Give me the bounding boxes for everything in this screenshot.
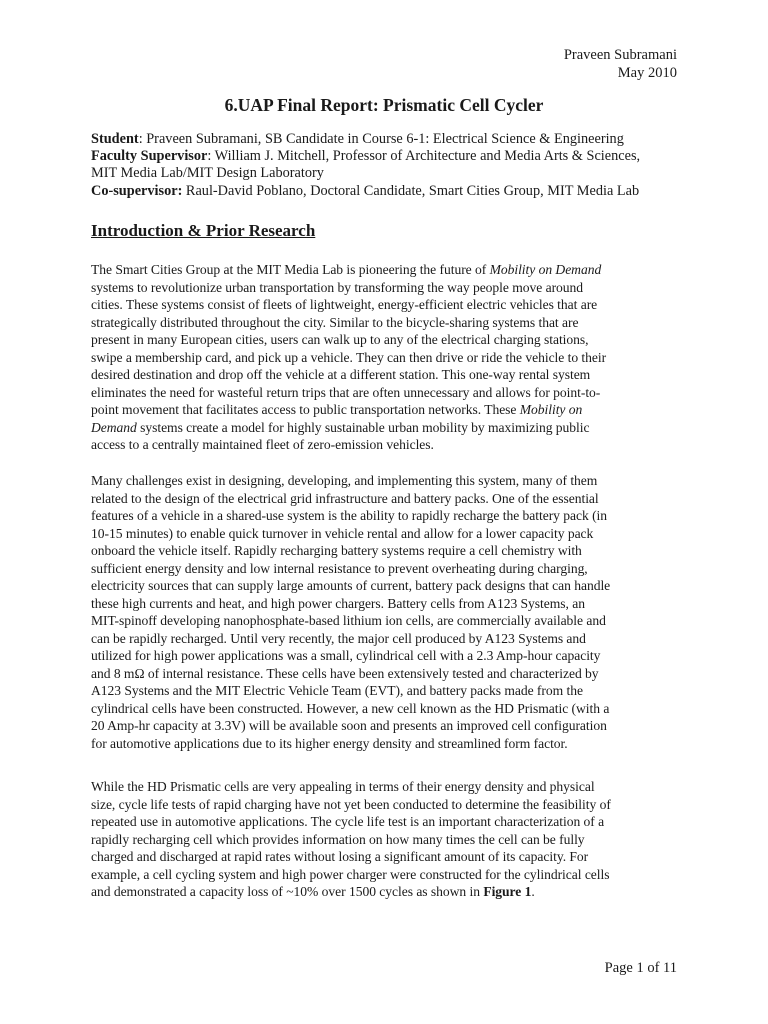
cosupervisor-label: Co-supervisor: — [91, 182, 183, 199]
emphasis-text: Mobility on — [519, 402, 583, 417]
text-line: repeated use in automotive applications. The cycle life test is an important characterization of a — [91, 814, 605, 829]
text-line — [91, 883, 675, 901]
faculty-label: Faculty Supervisor — [91, 148, 208, 165]
text-line: 20 Amp-hr capacity at 3.3V) will be available soon and presents an improved cell configuration — [91, 718, 607, 733]
student-line — [91, 131, 691, 148]
author-block — [564, 46, 677, 82]
text-line: 10-15 minutes) to enable quick turnover in vehicle rental and allow for a lower capacity pack — [91, 525, 594, 541]
text-line: these high currents and heat, and high power chargers. Battery cells from A123 Systems, an — [91, 595, 585, 611]
emphasis-text: Demand — [91, 419, 137, 435]
report-meta — [91, 131, 691, 200]
paragraph-intro — [91, 261, 675, 454]
emphasis-text: Mobility on Demand — [489, 262, 602, 277]
section-heading: Introduction & Prior Research — [91, 221, 316, 240]
paragraph-challenges — [91, 472, 675, 752]
text-line: MIT-spinoff developing nanophosphate-based lithium ion cells, are commercially available and — [91, 613, 606, 628]
student-label: Student — [91, 131, 139, 147]
author-name: Praveen Subramani — [563, 47, 677, 63]
page-number: Page 1 of 11 — [604, 960, 677, 976]
text-line: present in many European cities, users can walk up to any of the electrical charging stations, — [91, 332, 589, 347]
faculty-value: : William J. Mitchell, Professor of Architecture and Media Arts & Sciences, — [207, 148, 641, 165]
text-line: can be rapidly recharged. Until very recently, the major cell produced by A123 Systems and — [91, 630, 586, 646]
text-line: sufficient energy density and low internal resistance to prevent overheating during charging, — [91, 560, 588, 576]
faculty-line-2: MIT Media Lab/MIT Design Laboratory — [91, 165, 324, 182]
text-line: and 8 mΩ of internal resistance. These cells have been extensively tested and characterized by — [91, 665, 599, 681]
text-line: A123 Systems and the MIT Electric Vehicle Team (EVT), and battery packs made from the — [91, 683, 583, 698]
text-line: While the HD Prismatic cells are very appealing in terms of their energy density and physical — [91, 779, 595, 794]
text-line: swipe a membership card, and pick up a vehicle. They can then drive or ride the vehicle to their — [91, 349, 607, 365]
text-run: point movement that facilitates access to public transportation networks. These — [91, 402, 520, 417]
text-line: charged and discharged at rapid rates without losing a significant amount of its capacity. For — [91, 849, 589, 864]
cosupervisor-line — [91, 183, 691, 200]
text-line: example, a cell cycling system and high power charger were constructed for the cylindrical cells — [91, 866, 610, 882]
report-date: May 2010 — [617, 65, 677, 81]
text-line: eliminates the need for wasteful return trips that are often unnecessary and allows for point-to- — [91, 384, 601, 400]
text-line: for automotive applications due to its higher energy density and streamlined form factor. — [91, 735, 568, 751]
student-value: : Praveen Subramani, SB Candidate in Course 6-1: Electrical Science & Engineering — [138, 131, 624, 147]
cosupervisor-value: Raul-David Poblano, Doctoral Candidate, Smart Cities Group, MIT Media Lab — [182, 182, 640, 199]
text-line: utilized for high power applications was a small, cylindrical cell with a 2.3 Amp-hour capacity — [91, 648, 601, 663]
text-line: size, cycle life tests of rapid charging have not yet been conducted to determine the feasibility of — [91, 796, 611, 812]
text-line: onboard the vehicle itself. Rapidly recharging battery systems require a cell chemistry with — [91, 543, 582, 558]
text-run: and demonstrated a capacity loss of ~10% over 1500 cycles as shown in — [91, 884, 484, 899]
text-line — [91, 401, 675, 419]
text-line — [91, 419, 675, 437]
text-line: Many challenges exist in designing, developing, and implementing this system, many of them — [91, 473, 598, 488]
faculty-line — [91, 148, 691, 165]
paragraph-cycle-life — [91, 778, 675, 901]
figure-reference: Figure 1 — [483, 884, 532, 899]
text-line: desired destination and drop off the vehicle at a different station. This one-way rental system — [91, 367, 591, 382]
text-line: features of a vehicle in a shared-use system is the ability to rapidly recharge the battery pack (in — [91, 508, 608, 523]
text-line: cities. These systems consist of fleets of lightweight, energy-efficient electric vehicles that are — [91, 297, 598, 312]
text-line: electricity sources that can supply large amounts of current, battery pack designs that can handle — [91, 578, 611, 593]
text-line: rapidly recharging cell which provides information on how many times the cell can be fully — [91, 831, 585, 847]
text-run: systems create a model for highly sustainable urban mobility by maximizing public — [136, 419, 590, 435]
text-run: The Smart Cities Group at the MIT Media Lab is pioneering the future of — [91, 262, 490, 277]
report-title: 6.UAP Final Report: Prismatic Cell Cycler — [224, 95, 544, 115]
text-line: cylindrical cells have been constructed. However, a new cell known as the HD Prismatic (with a — [91, 700, 610, 716]
text-line: related to the design of the electrical grid infrastructure and battery packs. One of the essential — [91, 490, 599, 506]
text-run: . — [531, 884, 535, 899]
text-line — [91, 261, 675, 279]
text-line: systems to revolutionize urban transportation by transforming the way people move around — [91, 279, 584, 295]
text-line: strategically distributed throughout the city. Similar to the bicycle-sharing systems that are — [91, 314, 579, 330]
text-line: access to a centrally maintained fleet of zero-emission vehicles. — [91, 437, 434, 452]
